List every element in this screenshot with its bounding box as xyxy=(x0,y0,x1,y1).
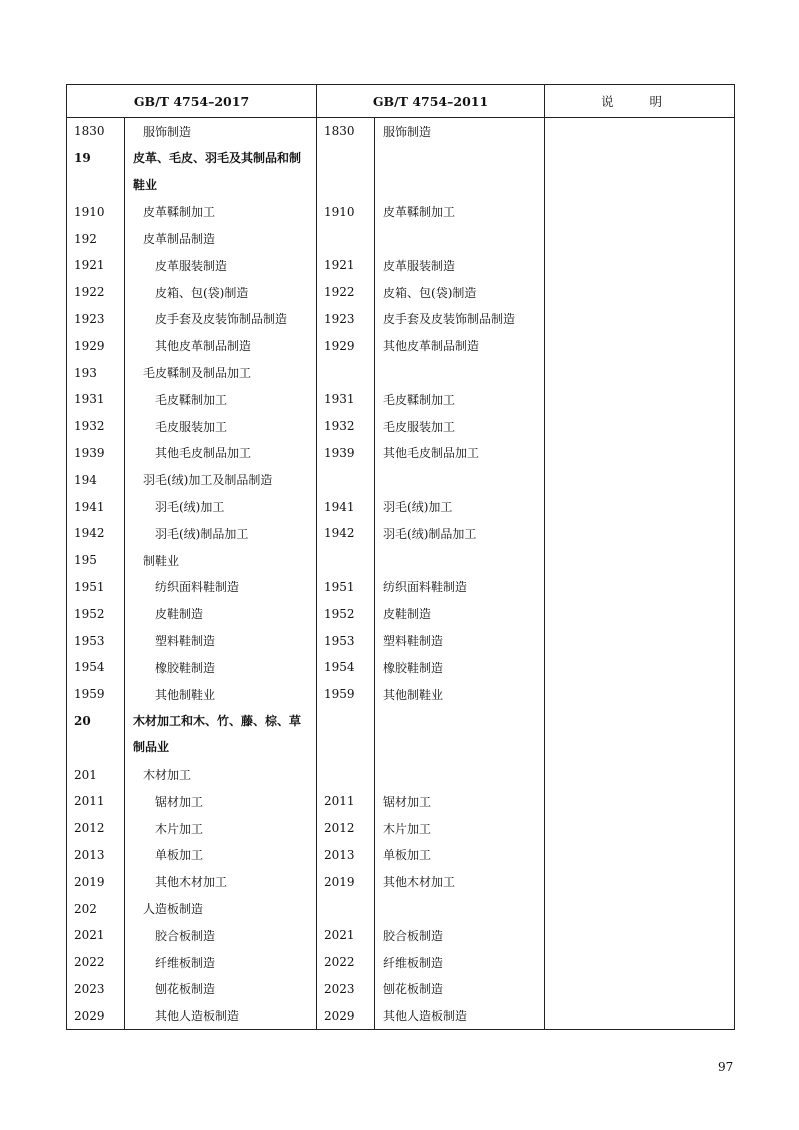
code-2011 xyxy=(317,761,375,788)
name-2011 xyxy=(375,225,545,252)
code-2017: 193 xyxy=(67,359,125,386)
name-2017: 羽毛(绒)加工 xyxy=(125,493,317,520)
table-row xyxy=(67,708,735,762)
header-gbt-2011: GB/T 4754–2011 xyxy=(317,85,545,118)
table-row xyxy=(67,949,735,976)
name-2017: 纺织面料鞋制造 xyxy=(125,574,317,601)
code-2011: 1952 xyxy=(317,600,375,627)
note-cell xyxy=(545,574,735,601)
code-2017: 2022 xyxy=(67,949,125,976)
code-2017: 1953 xyxy=(67,627,125,654)
name-2017: 毛皮服装加工 xyxy=(125,413,317,440)
code-2011: 1959 xyxy=(317,681,375,708)
note-cell xyxy=(545,547,735,574)
note-cell xyxy=(545,842,735,869)
code-2011: 2013 xyxy=(317,842,375,869)
note-cell xyxy=(545,118,735,145)
note-cell xyxy=(545,225,735,252)
code-2017: 202 xyxy=(67,895,125,922)
name-2017: 其他人造板制造 xyxy=(125,1002,317,1029)
table-row xyxy=(67,654,735,681)
code-2011: 1830 xyxy=(317,118,375,145)
code-2017: 2011 xyxy=(67,788,125,815)
name-2011 xyxy=(375,708,545,762)
table-body xyxy=(67,118,735,1030)
name-2011: 羽毛(绒)制品加工 xyxy=(375,520,545,547)
name-2017: 橡胶鞋制造 xyxy=(125,654,317,681)
note-cell xyxy=(545,627,735,654)
code-2011: 2012 xyxy=(317,815,375,842)
table-row xyxy=(67,198,735,225)
code-2011: 1929 xyxy=(317,332,375,359)
name-2017: 纤维板制造 xyxy=(125,949,317,976)
name-2011: 毛皮鞣制加工 xyxy=(375,386,545,413)
name-2017: 羽毛(绒)加工及制品制造 xyxy=(125,466,317,493)
name-2011: 刨花板制造 xyxy=(375,976,545,1003)
table-row xyxy=(67,815,735,842)
code-2017: 1931 xyxy=(67,386,125,413)
code-2011: 2022 xyxy=(317,949,375,976)
table-row xyxy=(67,761,735,788)
table-row xyxy=(67,225,735,252)
code-2017: 201 xyxy=(67,761,125,788)
code-2011: 1910 xyxy=(317,198,375,225)
note-cell xyxy=(545,654,735,681)
code-2017: 1941 xyxy=(67,493,125,520)
table-row xyxy=(67,440,735,467)
code-2017: 1923 xyxy=(67,306,125,333)
name-2017: 锯材加工 xyxy=(125,788,317,815)
code-2011 xyxy=(317,466,375,493)
name-2017: 毛皮鞣制加工 xyxy=(125,386,317,413)
name-2011: 其他制鞋业 xyxy=(375,681,545,708)
code-2017: 2029 xyxy=(67,1002,125,1029)
note-cell xyxy=(545,359,735,386)
name-2017: 皮手套及皮装饰制品制造 xyxy=(125,306,317,333)
name-2011 xyxy=(375,895,545,922)
code-2011: 2021 xyxy=(317,922,375,949)
name-2011: 羽毛(绒)加工 xyxy=(375,493,545,520)
code-2011: 2019 xyxy=(317,868,375,895)
name-2017: 其他皮革制品制造 xyxy=(125,332,317,359)
name-2017: 其他制鞋业 xyxy=(125,681,317,708)
note-cell xyxy=(545,600,735,627)
table-row xyxy=(67,895,735,922)
code-2011: 2029 xyxy=(317,1002,375,1029)
note-cell xyxy=(545,198,735,225)
note-cell xyxy=(545,681,735,708)
code-2011: 1932 xyxy=(317,413,375,440)
code-2017: 2021 xyxy=(67,922,125,949)
code-2011: 2011 xyxy=(317,788,375,815)
name-2017: 羽毛(绒)制品加工 xyxy=(125,520,317,547)
name-2011: 木片加工 xyxy=(375,815,545,842)
code-2017: 195 xyxy=(67,547,125,574)
name-2017: 其他木材加工 xyxy=(125,868,317,895)
classification-table xyxy=(66,84,735,1030)
note-cell xyxy=(545,976,735,1003)
name-2017: 其他毛皮制品加工 xyxy=(125,440,317,467)
code-2011: 1954 xyxy=(317,654,375,681)
note-cell xyxy=(545,332,735,359)
code-2017: 1929 xyxy=(67,332,125,359)
name-2011: 其他人造板制造 xyxy=(375,1002,545,1029)
name-2017: 皮革鞣制加工 xyxy=(125,198,317,225)
name-2017: 制鞋业 xyxy=(125,547,317,574)
name-2017: 皮鞋制造 xyxy=(125,600,317,627)
name-2017: 皮箱、包(袋)制造 xyxy=(125,279,317,306)
name-2011: 其他皮革制品制造 xyxy=(375,332,545,359)
code-2017: 19 xyxy=(67,145,125,199)
table-row xyxy=(67,842,735,869)
note-cell xyxy=(545,1002,735,1029)
note-cell xyxy=(545,761,735,788)
note-cell xyxy=(545,949,735,976)
table-row xyxy=(67,627,735,654)
table-row xyxy=(67,681,735,708)
note-cell xyxy=(545,493,735,520)
code-2017: 2023 xyxy=(67,976,125,1003)
code-2017: 2013 xyxy=(67,842,125,869)
name-2017: 皮革、毛皮、羽毛及其制品和制鞋业 xyxy=(125,145,317,199)
table-row xyxy=(67,332,735,359)
table-row xyxy=(67,520,735,547)
table-row xyxy=(67,976,735,1003)
table-row xyxy=(67,145,735,199)
code-2017: 1942 xyxy=(67,520,125,547)
name-2011 xyxy=(375,359,545,386)
name-2017: 人造板制造 xyxy=(125,895,317,922)
note-cell xyxy=(545,708,735,762)
name-2011 xyxy=(375,466,545,493)
name-2011 xyxy=(375,547,545,574)
name-2011: 单板加工 xyxy=(375,842,545,869)
code-2017: 2019 xyxy=(67,868,125,895)
code-2017: 20 xyxy=(67,708,125,762)
note-cell xyxy=(545,788,735,815)
name-2017: 刨花板制造 xyxy=(125,976,317,1003)
table-row xyxy=(67,868,735,895)
name-2017: 木材加工和木、竹、藤、棕、草制品业 xyxy=(125,708,317,762)
page-number: 97 xyxy=(718,1060,734,1074)
name-2011: 其他木材加工 xyxy=(375,868,545,895)
name-2011: 纺织面料鞋制造 xyxy=(375,574,545,601)
code-2017: 2012 xyxy=(67,815,125,842)
table-row xyxy=(67,466,735,493)
name-2011: 橡胶鞋制造 xyxy=(375,654,545,681)
code-2017: 192 xyxy=(67,225,125,252)
note-cell xyxy=(545,895,735,922)
name-2017: 皮革制品制造 xyxy=(125,225,317,252)
table-row xyxy=(67,252,735,279)
code-2011 xyxy=(317,708,375,762)
table-row xyxy=(67,788,735,815)
code-2011 xyxy=(317,547,375,574)
code-2011: 1942 xyxy=(317,520,375,547)
name-2011: 服饰制造 xyxy=(375,118,545,145)
name-2011: 毛皮服装加工 xyxy=(375,413,545,440)
code-2017: 1939 xyxy=(67,440,125,467)
code-2011: 1953 xyxy=(317,627,375,654)
note-cell xyxy=(545,413,735,440)
code-2017: 1951 xyxy=(67,574,125,601)
code-2017: 1952 xyxy=(67,600,125,627)
code-2011: 1923 xyxy=(317,306,375,333)
note-cell xyxy=(545,306,735,333)
name-2017: 木片加工 xyxy=(125,815,317,842)
name-2011: 皮革鞣制加工 xyxy=(375,198,545,225)
table-row xyxy=(67,547,735,574)
name-2017: 胶合板制造 xyxy=(125,922,317,949)
table-row xyxy=(67,493,735,520)
name-2011: 皮箱、包(袋)制造 xyxy=(375,279,545,306)
code-2011: 1939 xyxy=(317,440,375,467)
code-2017: 1932 xyxy=(67,413,125,440)
code-2017: 194 xyxy=(67,466,125,493)
name-2017: 服饰制造 xyxy=(125,118,317,145)
code-2011: 1941 xyxy=(317,493,375,520)
code-2011: 1921 xyxy=(317,252,375,279)
table-row xyxy=(67,413,735,440)
code-2017: 1922 xyxy=(67,279,125,306)
name-2011: 皮革服装制造 xyxy=(375,252,545,279)
note-cell xyxy=(545,815,735,842)
note-cell xyxy=(545,279,735,306)
header-gbt-2017: GB/T 4754–2017 xyxy=(67,85,317,118)
name-2017: 皮革服装制造 xyxy=(125,252,317,279)
name-2011 xyxy=(375,761,545,788)
name-2011 xyxy=(375,145,545,199)
table-row xyxy=(67,922,735,949)
table-row xyxy=(67,118,735,145)
note-cell xyxy=(545,922,735,949)
name-2017: 毛皮鞣制及制品加工 xyxy=(125,359,317,386)
code-2011 xyxy=(317,359,375,386)
code-2017: 1910 xyxy=(67,198,125,225)
note-cell xyxy=(545,440,735,467)
name-2011: 皮鞋制造 xyxy=(375,600,545,627)
table-header-row xyxy=(67,85,735,118)
table-row xyxy=(67,600,735,627)
table-row xyxy=(67,279,735,306)
name-2011: 其他毛皮制品加工 xyxy=(375,440,545,467)
table-row xyxy=(67,306,735,333)
note-cell xyxy=(545,868,735,895)
code-2011 xyxy=(317,895,375,922)
note-cell xyxy=(545,252,735,279)
code-2011 xyxy=(317,225,375,252)
note-cell xyxy=(545,520,735,547)
name-2011: 塑料鞋制造 xyxy=(375,627,545,654)
code-2011: 2023 xyxy=(317,976,375,1003)
table-row xyxy=(67,574,735,601)
code-2011: 1931 xyxy=(317,386,375,413)
table-row xyxy=(67,1002,735,1029)
code-2017: 1954 xyxy=(67,654,125,681)
code-2011: 1922 xyxy=(317,279,375,306)
code-2017: 1959 xyxy=(67,681,125,708)
code-2011: 1951 xyxy=(317,574,375,601)
name-2017: 单板加工 xyxy=(125,842,317,869)
name-2011: 胶合板制造 xyxy=(375,922,545,949)
table-row xyxy=(67,386,735,413)
name-2017: 塑料鞋制造 xyxy=(125,627,317,654)
name-2011: 纤维板制造 xyxy=(375,949,545,976)
name-2017: 木材加工 xyxy=(125,761,317,788)
name-2011: 锯材加工 xyxy=(375,788,545,815)
note-cell xyxy=(545,145,735,199)
code-2011 xyxy=(317,145,375,199)
note-cell xyxy=(545,466,735,493)
note-cell xyxy=(545,386,735,413)
name-2011: 皮手套及皮装饰制品制造 xyxy=(375,306,545,333)
table-row xyxy=(67,359,735,386)
code-2017: 1921 xyxy=(67,252,125,279)
header-note: 说 明 xyxy=(545,85,735,118)
code-2017: 1830 xyxy=(67,118,125,145)
